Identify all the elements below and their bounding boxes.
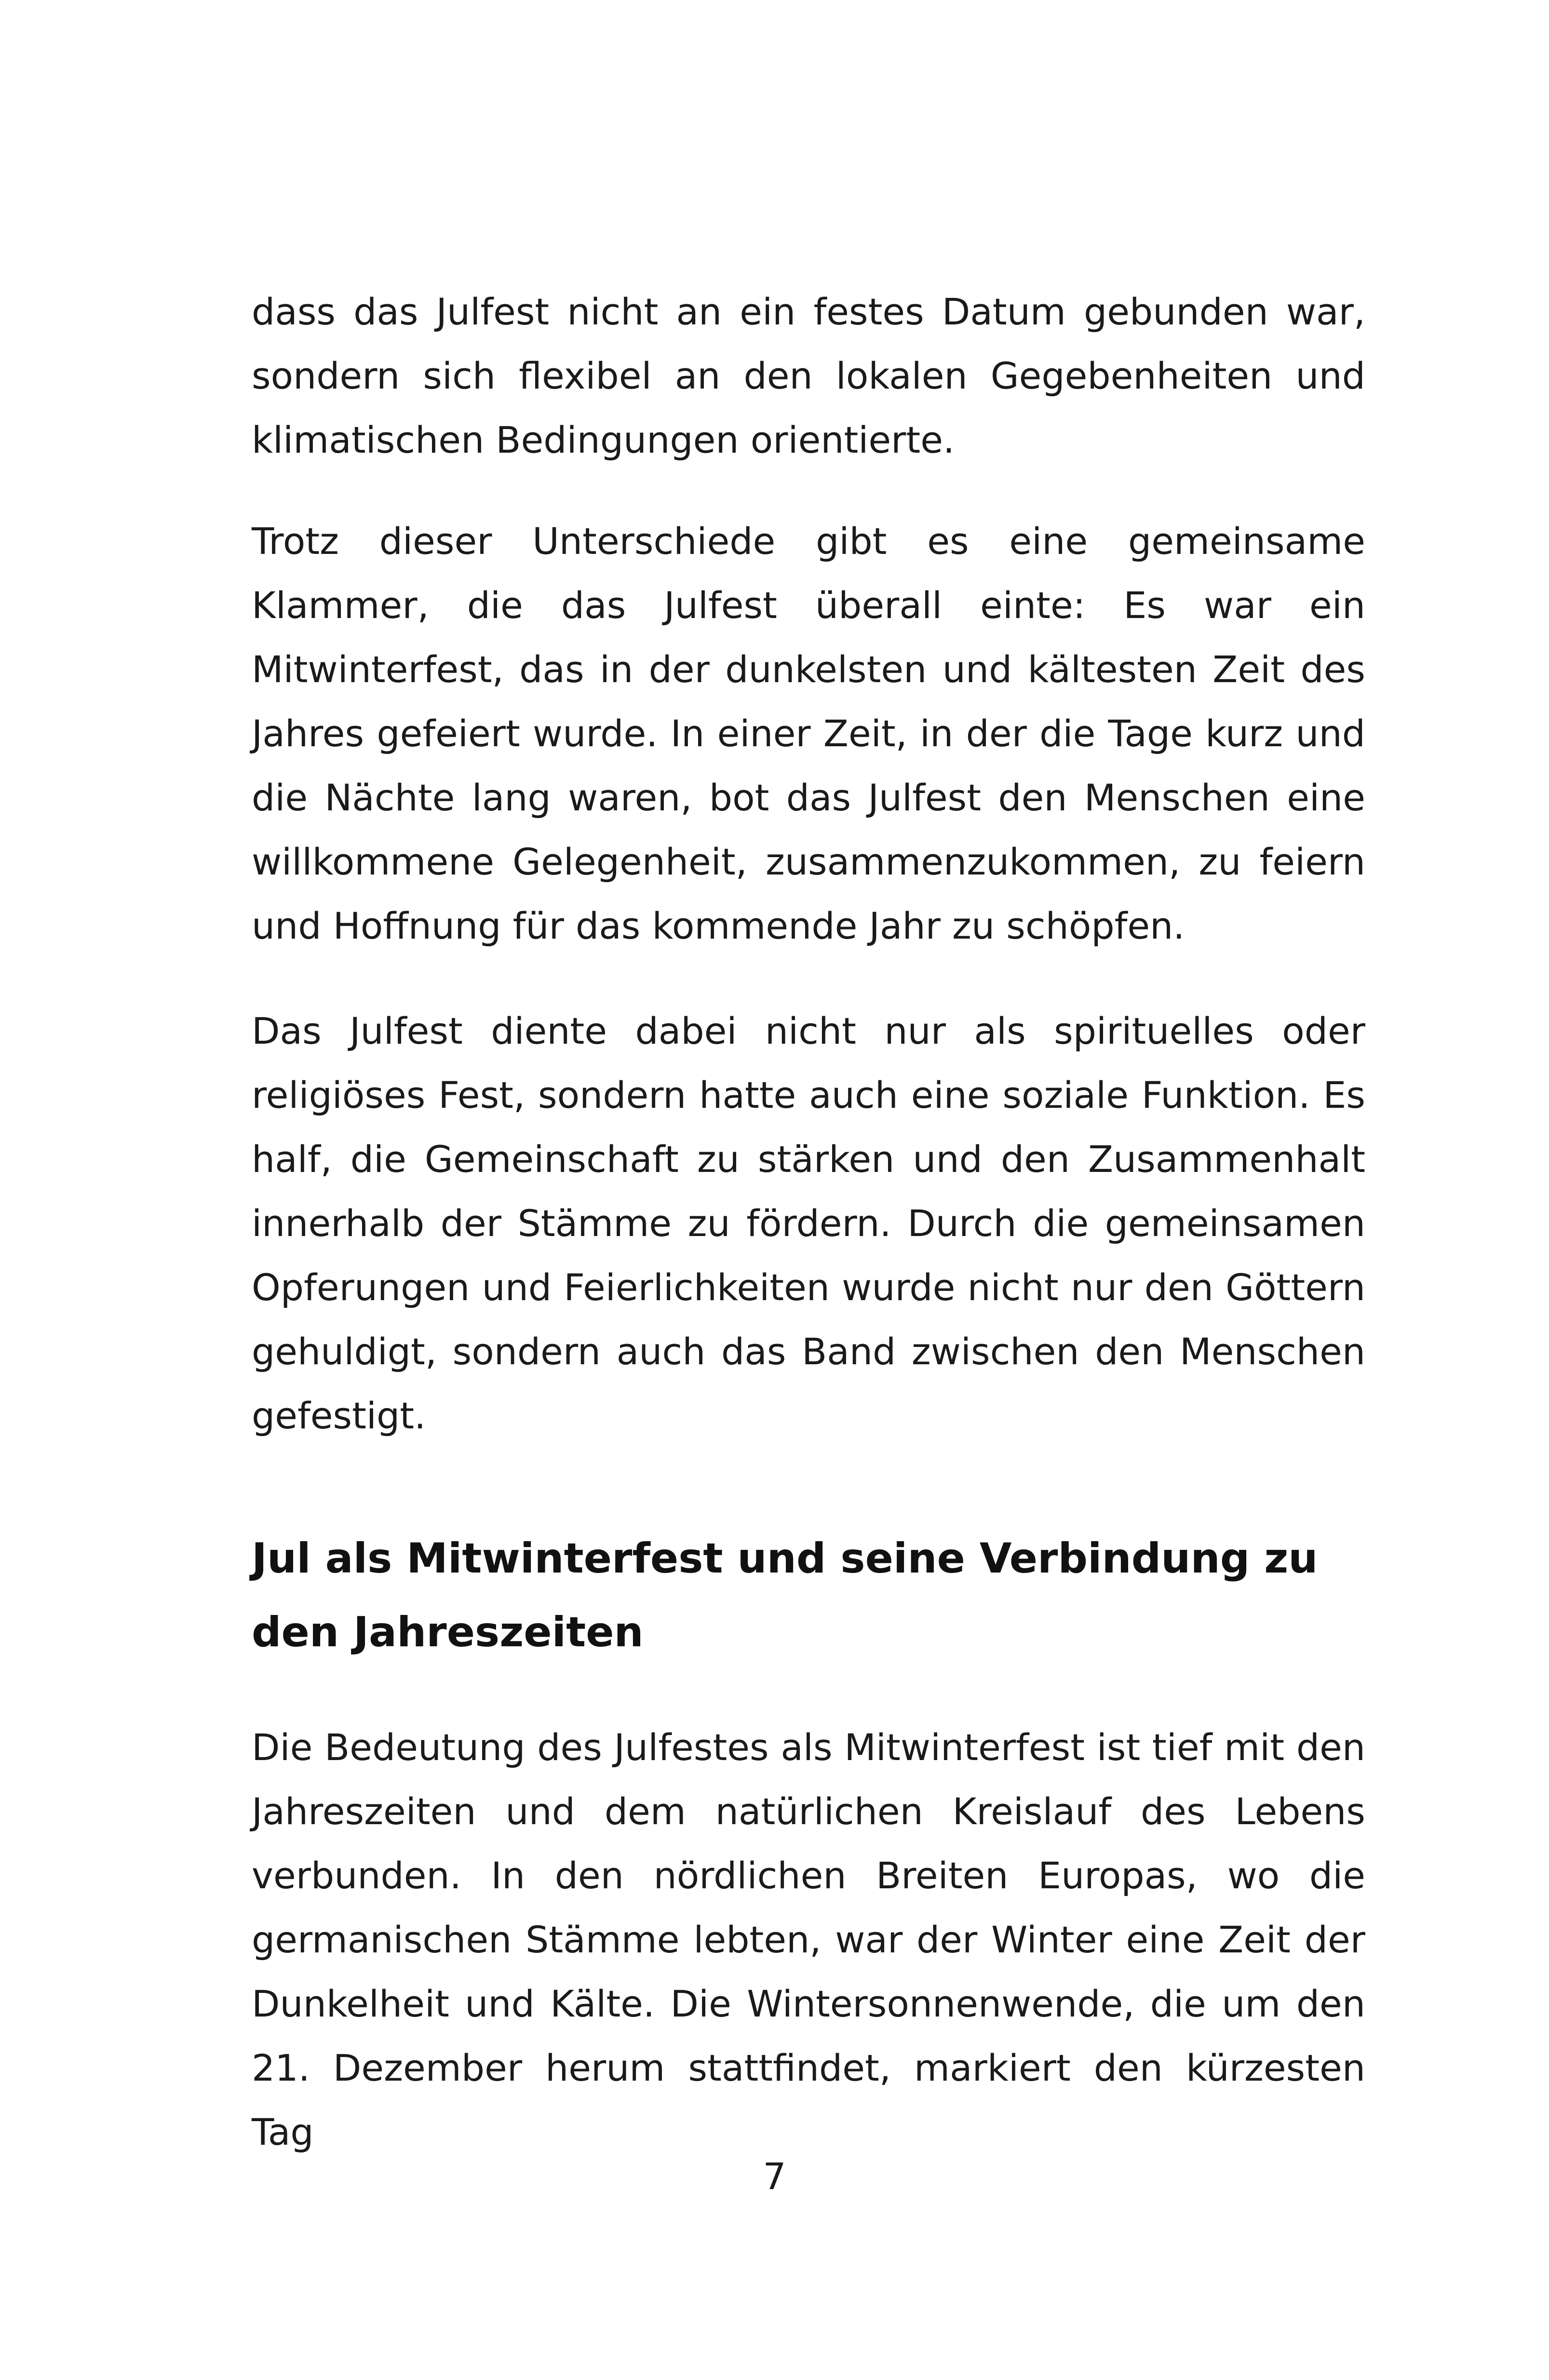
paragraph-continued: dass das Julfest nicht an ein festes Datum gebunden war, sondern sich flexibel an den lokalen Gegebenheiten und klimatischen Bedingungen orientierte.: [252, 290, 1365, 461]
paragraph-common-bracket: Trotz dieser Unterschiede gibt es eine gemeinsame Klammer, die das Julfest überall einte: Es war ein Mitwinterfest, das in der dunkelsten und kältesten Zeit des Jahres gefeiert wurde. In einer Zeit, in der die Tage kurz und die Nächte lang waren, bot das Julfest den Menschen eine willkommene Gelegenheit, zusammenzukommen, zu feiern und Hoffnung für das kommende Jahr zu schöpfen.: [252, 520, 1365, 947]
paragraph-seasons: Die Bedeutung des Julfestes als Mitwinterfest ist tief mit den Jahreszeiten und dem natürlichen Kreislauf des Lebens verbunden. In den nördlichen Breiten Europas, wo die germanischen Stämme lebten, war der Winter eine Zeit der Dunkelheit und Kälte. Die Wintersonnenwende, die um den 21. Dezember herum stattfindet, markiert den kürzesten Tag: [252, 1726, 1365, 2153]
section-heading: Jul als Mitwinterfest und seine Verbindung zu den Jahreszeiten: [252, 1534, 1318, 1656]
paragraph-social-function: Das Julfest diente dabei nicht nur als spirituelles oder religiöses Fest, sondern hatte auch eine soziale Funktion. Es half, die Gemeinschaft zu stärken und den Zusammenhalt innerhalb der Stämme zu fördern. Durch die gemeinsamen Opferungen und Feierlichkeiten wurde nicht nur den Göttern gehuldigt, sondern auch das Band zwischen den Menschen gefestigt.: [252, 1009, 1365, 1437]
page-number: 7: [763, 2155, 786, 2198]
